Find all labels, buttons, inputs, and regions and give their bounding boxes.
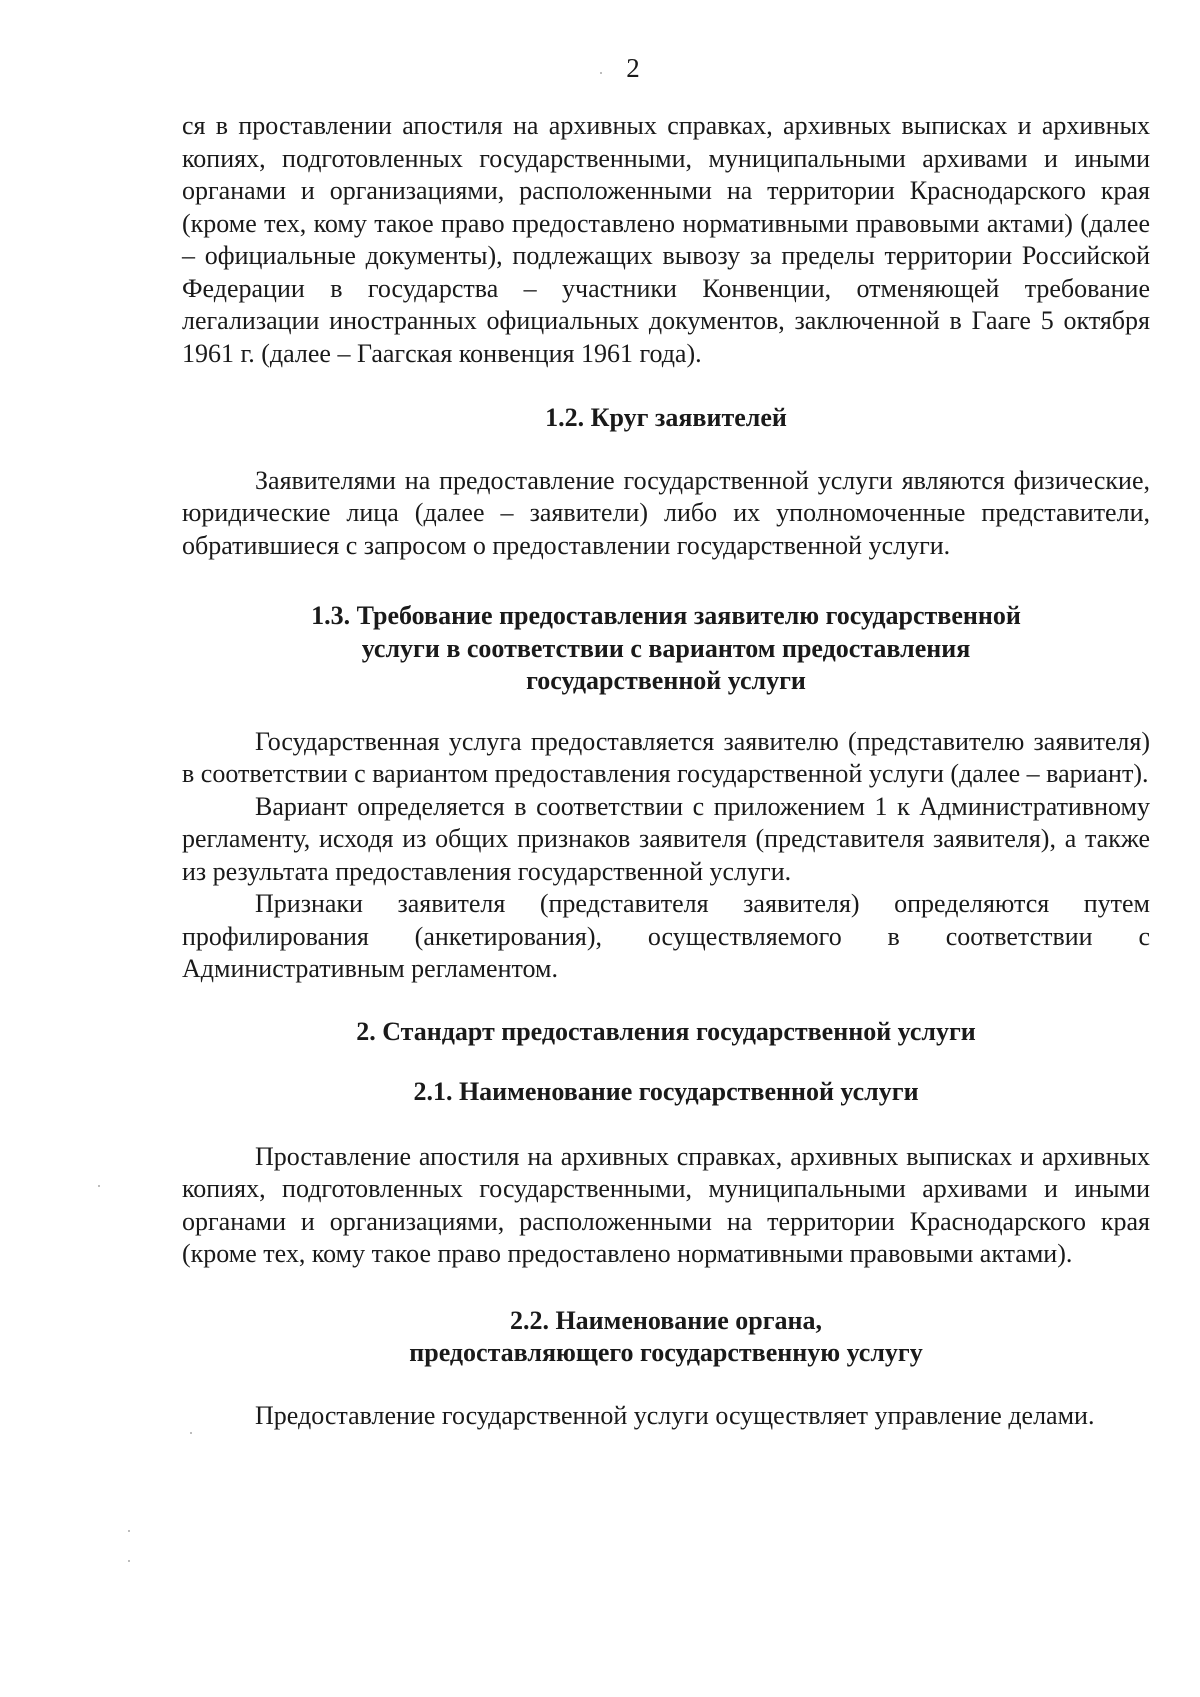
section-1-3-heading-line: государственной услуги: [526, 666, 806, 695]
scan-artifact: [128, 1560, 130, 1562]
section-1-3-heading: [182, 600, 1150, 698]
scan-artifact: [600, 72, 602, 74]
section-1-3-heading-line: услуги в соответствии с вариантом предоставления: [361, 633, 971, 663]
page-number: 2: [626, 53, 640, 83]
section-2-2-paragraph: Предоставление государственной услуги осуществляет управление делами.: [255, 1400, 1095, 1430]
section-2-2-heading-line: предоставляющего государственную услугу: [409, 1338, 923, 1367]
section-1-2-heading: 1.2. Круг заявителей: [545, 403, 787, 432]
section-2-1-paragraph: Проставление апостиля на архивных справках, архивных выписках и архивных копиях, подготовленных государственными, муниципальными архивами и иными органами и организациями, расположенными на территории Краснодарского края (кроме тех, кому такое право предоставлено нормативными правовыми актами).: [182, 1141, 1150, 1268]
section-2-2-heading-line: 2.2. Наименование органа,: [509, 1305, 823, 1335]
scan-artifact: [128, 1530, 130, 1532]
section-1-3-paragraph: Признаки заявителя (представителя заявителя) определяются путем профилирования (анкетирования), осуществляемого в соответствии с Административным регламентом.: [182, 889, 1150, 983]
document-body: [182, 110, 1150, 1432]
section-2-1-heading: 2.1. Наименование государственной услуги: [413, 1077, 919, 1106]
section-2-2-heading: [182, 1305, 1150, 1370]
scan-artifact: [190, 1432, 192, 1434]
intro-paragraph: ся в проставлении апостиля на архивных справках, архивных выписках и архивных копиях, подготовленных государственными, муниципальными архивами и иными органами и организациями, расположенными на территории Краснодарского края (кроме тех, кому такое право предоставлено нормативными правовыми актами) (далее – официальные документы), подлежащих вывозу за пределы территории Российской Федерации в государства – участники Конвенции, отменяющей требование легализации иностранных официальных документов, заключенной в Гааге 5 октября 1961 г. (далее – Гаагская конвенция 1961 года).: [182, 111, 1150, 368]
section-1-3-paragraph: Вариант определяется в соответствии с приложением 1 к Административному регламенту, исходя из общих признаков заявителя (представителя заявителя), а также из результата предоставления государственной услуги.: [182, 791, 1150, 886]
section-2-heading: 2. Стандарт предоставления государственной услуги: [356, 1016, 976, 1046]
section-1-2-paragraph: Заявителями на предоставление государственной услуги являются физические, юридические лица (далее – заявители) либо их уполномоченные представители, обратившиеся с запросом о предоставлении государственной услуги.: [182, 465, 1150, 560]
section-1-3-heading-line: 1.3. Требование предоставления заявителю государственной: [311, 601, 1021, 630]
section-1-3-paragraph: Государственная услуга предоставляется заявителю (представителю заявителя) в соответствии с вариантом предоставления государственной услуги (далее – вариант).: [182, 726, 1150, 788]
scan-artifact: [98, 1185, 100, 1187]
